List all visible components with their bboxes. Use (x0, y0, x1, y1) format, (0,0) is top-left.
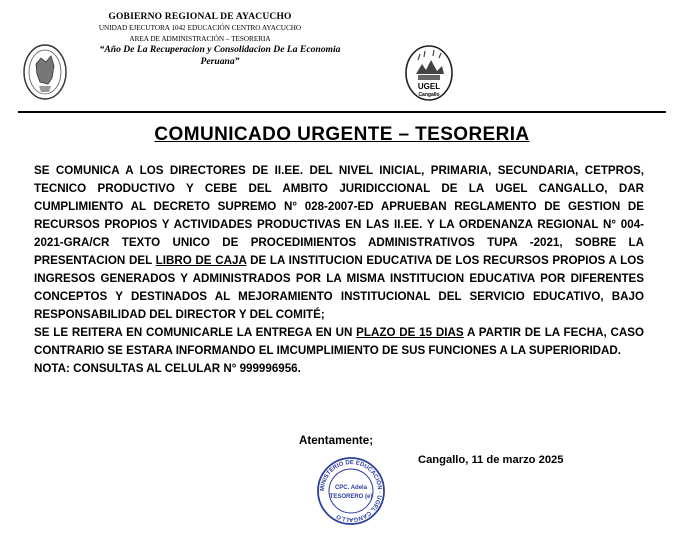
motto-line-1: “Año De La Recuperacion y Consolidacion De La Economia (99, 44, 341, 55)
paragraph-deadline-text-b: A PARTIR DE LA FECHA, CASO CONTRARIO SE ESTARA INFORMANDO EL IMCUMPLIMIENTO DE SUS FUNCIONES A LA SUPERIORIDAD. (34, 326, 644, 357)
government-name: GOBIERNO REGIONAL DE AYACUCHO (108, 12, 292, 22)
seal-line-2: TESORERO (e) (329, 494, 373, 500)
place-and-date: Cangallo, 11 de marzo 2025 (418, 454, 564, 466)
letterhead (70, 12, 330, 45)
paragraph-main (34, 162, 644, 324)
seal-line-1: CPC. Adela (334, 485, 368, 491)
motto-line-2: Peruana” (200, 56, 240, 67)
ugel-logo-text: UGEL (417, 82, 441, 91)
ugel-logo (404, 44, 454, 102)
header-divider (18, 111, 666, 113)
paragraph-main-text-a: SE COMUNICA A LOS DIRECTORES DE II.EE. DEL NIVEL INICIAL, PRIMARIA, SECUNDARIA, CETPROS, TECNICO PRODUCTIVO Y CEBE DEL AMBITO JURIDICCIONAL DE LA UGEL CANGALLO, DAR CUMPLIMIENTO AL DECRETO SUPREMO N° 028-2007-ED APRUEBAN REGLAMENTO DE GESTION DE RECURSOS PROPIOS Y ACTIVIDADES PRODUCTIVAS EN LAS II.EE. Y LA ORDENANZA REGIONAL N° 004-2021-GRA/CR TEXTO UNICO DE PROCEDIMIENTOS ADMINISTRATIVOS TUPA -2021, SOBRE LA PRESENTACION DEL (34, 164, 644, 267)
paragraph-deadline (34, 324, 644, 360)
communique-body (34, 162, 644, 378)
treasury-seal-stamp (316, 456, 386, 526)
regional-crest-logo (22, 42, 68, 102)
paragraph-deadline-text-a: SE LE REITERA EN COMUNICARLE LA ENTREGA EN UN (34, 326, 357, 339)
ugel-logo-place: Cangallo (418, 92, 440, 98)
closing-salutation: Atentamente; (299, 434, 374, 447)
deadline-underlined: PLAZO DE 15 DIAS (356, 326, 464, 339)
executing-unit: UNIDAD EJECUTORA 1042 EDUCACIÓN CENTRO AYACUCHO (98, 24, 302, 32)
paragraph-note: NOTA: CONSULTAS AL CELULAR N° 999996956. (34, 362, 301, 375)
year-motto (70, 44, 370, 68)
administration-area: AREA DE ADMINISTRACIÓN – TESORERIA (129, 35, 271, 43)
libro-de-caja-underlined: LIBRO DE CAJA (155, 254, 247, 267)
paragraph-main-text-b: DE LA INSTITUCION EDUCATIVA DE LOS RECURSOS PROPIOS A LOS INGRESOS GENERADOS Y ADMINISTRADOS POR LA MISMA INSTITUCION EDUCATIVA POR DIFERENTES CONCEPTOS Y DESTINADOS AL MEJORAMIENTO INSTITUCIONAL DEL SERVICIO EDUCATIVO, BAJO RESPONSABILIDAD DEL DIRECTOR Y DEL COMITÉ; (34, 254, 644, 321)
seal-ring-text: MINISTERIO DE EDUCACIÓN · UGEL CANGALLO (319, 459, 383, 523)
document-title: COMUNICADO URGENTE – TESORERIA (154, 124, 530, 145)
